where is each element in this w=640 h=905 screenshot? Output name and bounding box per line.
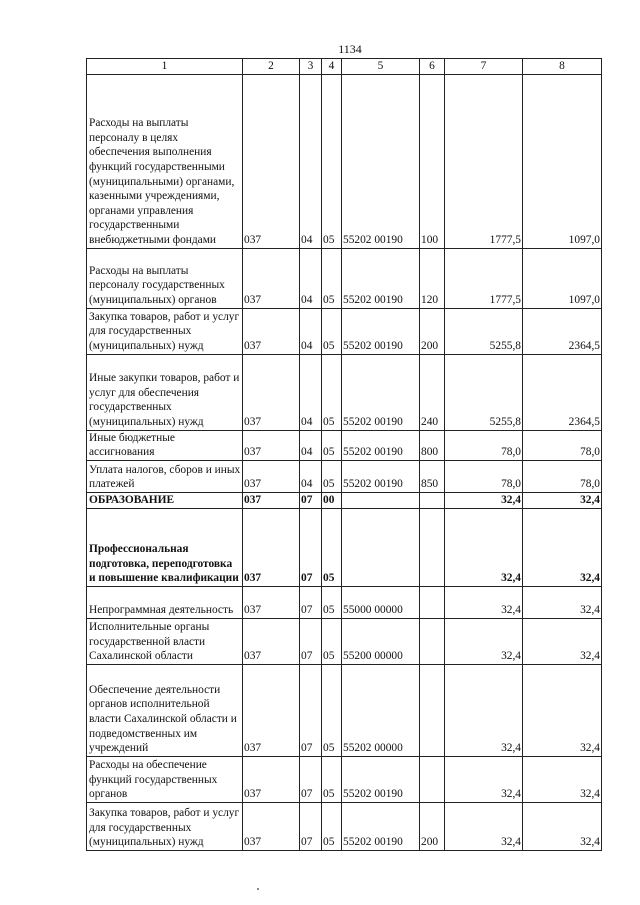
row-section: 04 — [300, 308, 322, 354]
row-amount-col8: 32,4 — [523, 618, 602, 664]
row-target-article: 55000 00000 — [342, 586, 420, 618]
row-name-cell: Непрограммная деятельность — [87, 586, 243, 618]
table-row — [87, 664, 602, 756]
row-section-code: 037 — [243, 74, 300, 248]
row-section: 04 — [300, 460, 322, 492]
header-col-4: 4 — [322, 59, 342, 75]
row-section-code: 037 — [243, 248, 300, 308]
row-amount-col8: 2364,5 — [523, 354, 602, 430]
row-expense-type — [420, 756, 445, 802]
row-section-code: 037 — [243, 664, 300, 756]
row-subsection: 05 — [322, 756, 342, 802]
row-section: 04 — [300, 430, 322, 460]
row-amount-col8: 1097,0 — [523, 248, 602, 308]
row-section-code: 037 — [243, 618, 300, 664]
table-row — [87, 74, 602, 248]
row-section: 07 — [300, 664, 322, 756]
row-subsection: 05 — [322, 664, 342, 756]
row-amount-col7: 32,4 — [445, 492, 523, 508]
row-name-cell: Иные закупки товаров, работ и услуг для обеспечения государственных (муниципальных) нужд — [87, 354, 243, 430]
table-row — [87, 802, 602, 850]
table-row — [87, 430, 602, 460]
table-row — [87, 618, 602, 664]
row-section-code: 037 — [243, 308, 300, 354]
table-row — [87, 308, 602, 354]
row-section: 04 — [300, 354, 322, 430]
row-section: 07 — [300, 756, 322, 802]
row-expense-type: 200 — [420, 802, 445, 850]
row-name-cell: Профессиональная подготовка, переподготовка и повышение квалификации — [87, 508, 243, 586]
row-section-code: 037 — [243, 802, 300, 850]
scan-speck — [257, 888, 259, 890]
table-row — [87, 492, 602, 508]
row-target-article: 55202 00190 — [342, 460, 420, 492]
row-target-article: 55202 00190 — [342, 308, 420, 354]
row-amount-col7: 32,4 — [445, 586, 523, 618]
row-amount-col7: 32,4 — [445, 618, 523, 664]
row-subsection: 05 — [322, 354, 342, 430]
table-row — [87, 508, 602, 586]
header-col-3: 3 — [300, 59, 322, 75]
row-target-article: 55200 00000 — [342, 618, 420, 664]
row-section: 07 — [300, 508, 322, 586]
row-subsection: 05 — [322, 586, 342, 618]
row-target-article: 55202 00190 — [342, 354, 420, 430]
row-amount-col8: 1097,0 — [523, 74, 602, 248]
row-subsection: 05 — [322, 248, 342, 308]
row-section: 07 — [300, 618, 322, 664]
table-row — [87, 248, 602, 308]
row-name-cell: Исполнительные органы государственной власти Сахалинской области — [87, 618, 243, 664]
row-section-code: 037 — [243, 508, 300, 586]
header-col-7: 7 — [445, 59, 523, 75]
budget-table — [86, 58, 602, 851]
row-amount-col7: 32,4 — [445, 664, 523, 756]
row-target-article: 55202 00190 — [342, 74, 420, 248]
row-subsection: 00 — [322, 492, 342, 508]
row-amount-col8: 32,4 — [523, 756, 602, 802]
row-subsection: 05 — [322, 308, 342, 354]
row-target-article: 55202 00190 — [342, 248, 420, 308]
row-name-cell: Обеспечение деятельности органов исполнительной власти Сахалинской области и подведомственных им учреждений — [87, 664, 243, 756]
table-row — [87, 460, 602, 492]
row-amount-col8: 78,0 — [523, 460, 602, 492]
row-amount-col8: 32,4 — [523, 508, 602, 586]
row-section-code: 037 — [243, 756, 300, 802]
row-target-article: 55202 00190 — [342, 756, 420, 802]
row-expense-type: 850 — [420, 460, 445, 492]
row-expense-type: 240 — [420, 354, 445, 430]
row-section: 07 — [300, 492, 322, 508]
row-expense-type: 100 — [420, 74, 445, 248]
row-expense-type — [420, 586, 445, 618]
row-amount-col7: 1777,5 — [445, 74, 523, 248]
row-section: 04 — [300, 248, 322, 308]
row-target-article — [342, 492, 420, 508]
row-section-code: 037 — [243, 430, 300, 460]
row-amount-col7: 1777,5 — [445, 248, 523, 308]
row-name-cell: Расходы на обеспечение функций государственных органов — [87, 756, 243, 802]
row-target-article: 55202 00000 — [342, 664, 420, 756]
row-target-article: 55202 00190 — [342, 802, 420, 850]
header-col-1: 1 — [87, 59, 243, 75]
row-expense-type — [420, 508, 445, 586]
row-expense-type: 800 — [420, 430, 445, 460]
row-name-cell: Иные бюджетные ассигнования — [87, 430, 243, 460]
row-name-cell: ОБРАЗОВАНИЕ — [87, 492, 243, 508]
row-subsection: 05 — [322, 74, 342, 248]
row-section: 04 — [300, 74, 322, 248]
page-number: 1134 — [338, 42, 362, 56]
row-amount-col8: 32,4 — [523, 802, 602, 850]
row-amount-col8: 32,4 — [523, 492, 602, 508]
row-expense-type — [420, 664, 445, 756]
row-amount-col7: 78,0 — [445, 430, 523, 460]
row-subsection: 05 — [322, 802, 342, 850]
row-section: 07 — [300, 586, 322, 618]
table-row — [87, 756, 602, 802]
row-expense-type: 200 — [420, 308, 445, 354]
row-section-code: 037 — [243, 586, 300, 618]
row-section-code: 037 — [243, 492, 300, 508]
row-name-cell: Уплата налогов, сборов и иных платежей — [87, 460, 243, 492]
row-amount-col7: 32,4 — [445, 756, 523, 802]
row-expense-type — [420, 492, 445, 508]
row-target-article — [342, 508, 420, 586]
table-row — [87, 354, 602, 430]
table-row — [87, 586, 602, 618]
row-expense-type — [420, 618, 445, 664]
row-subsection: 05 — [322, 618, 342, 664]
header-col-6: 6 — [420, 59, 445, 75]
row-expense-type: 120 — [420, 248, 445, 308]
row-amount-col8: 78,0 — [523, 430, 602, 460]
row-amount-col8: 32,4 — [523, 586, 602, 618]
row-section-code: 037 — [243, 460, 300, 492]
row-amount-col8: 32,4 — [523, 664, 602, 756]
row-amount-col7: 78,0 — [445, 460, 523, 492]
row-subsection: 05 — [322, 460, 342, 492]
row-amount-col7: 32,4 — [445, 802, 523, 850]
row-name-cell: Закупка товаров, работ и услуг для государственных (муниципальных) нужд — [87, 308, 243, 354]
row-name-cell: Расходы на выплаты персоналу государственных (муниципальных) органов — [87, 248, 243, 308]
row-subsection: 05 — [322, 508, 342, 586]
header-row — [87, 59, 602, 75]
row-amount-col7: 5255,8 — [445, 354, 523, 430]
row-target-article: 55202 00190 — [342, 430, 420, 460]
row-amount-col7: 32,4 — [445, 508, 523, 586]
header-col-5: 5 — [342, 59, 420, 75]
row-amount-col7: 5255,8 — [445, 308, 523, 354]
row-section-code: 037 — [243, 354, 300, 430]
row-amount-col8: 2364,5 — [523, 308, 602, 354]
header-col-8: 8 — [523, 59, 602, 75]
row-name-cell: Закупка товаров, работ и услуг для государственных (муниципальных) нужд — [87, 802, 243, 850]
header-col-2: 2 — [243, 59, 300, 75]
row-name-cell: Расходы на выплаты персоналу в целях обеспечения выполнения функций государственными (муниципальными) органами, казенными учреждениями, органами управления государственными внебюджетными фондами — [87, 74, 243, 248]
row-section: 07 — [300, 802, 322, 850]
row-subsection: 05 — [322, 430, 342, 460]
